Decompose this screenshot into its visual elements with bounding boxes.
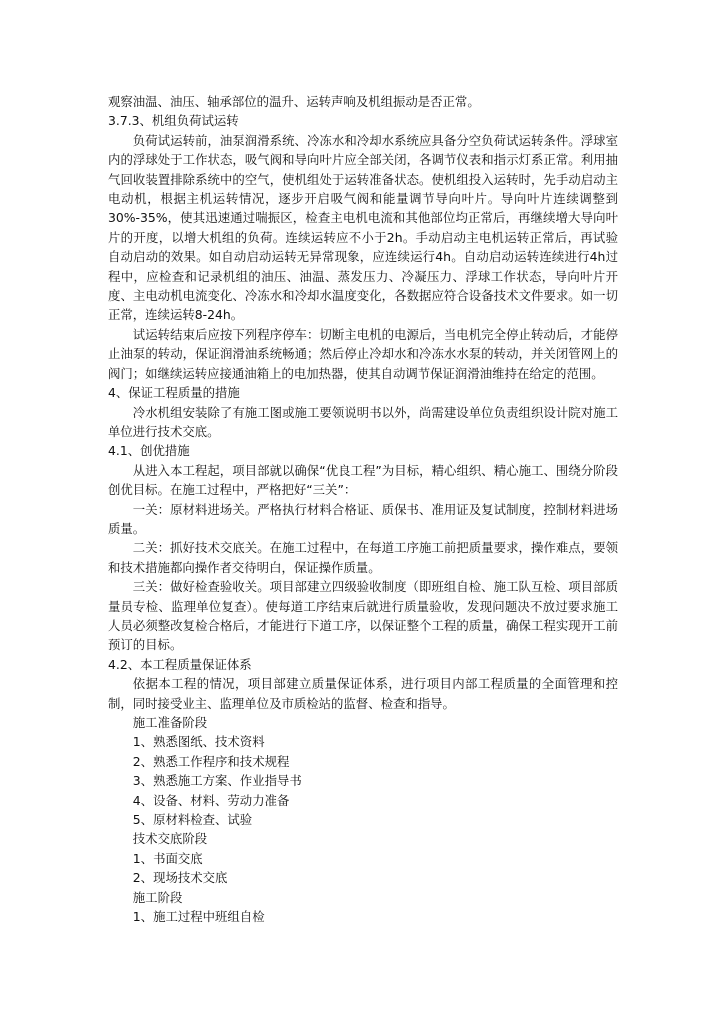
document-page	[108, 92, 618, 926]
list-item: 1、熟悉图纸、技术资料	[132, 734, 265, 750]
list-item: 1、施工过程中班组自检	[132, 909, 265, 925]
paragraph: 试运转结束后应按下列程序停车：切断主电机的电源后，当电机完全停止转动后，才能停止油泵的转动，保证润滑油系统畅通；然后停止冷却水和冷冻水水泵的转动，并关闭管网上的阀门；如继续运转应接通油箱上的电加热器，使其自动调节保证润滑油维持在给定的范围。	[108, 326, 618, 381]
paragraph: 观察油温、油压、轴承部位的温升、运转声响及机组振动是否正常。	[108, 94, 480, 109]
paragraph: 负荷试运转前，油泵润滑系统、冷冻水和冷却水系统应具备分空负荷试运转条件。浮球室内的浮球处于工作状态，吸气阀和导向叶片应全部关闭，各调节仪表和指示灯系正常。利用抽气回收装置排除系统中的空气，使机组处于运转准备状态。使机组投入运转时，先手动启动主电动机，根据主机运转情况，逐步开启吸气阀和能量调节导向叶片。导向叶片连续调整到30%-35%，使其迅速通过喘振区，检查主电机电流和其他部位均正常后，再继续增大导向叶片的开度，以增大机组的负荷。连续运转应不小于2h。手动启动主电机运转正常后，再试验自动启动的效果。如自动启动运转无异常现象，应连续运行4h。自动启动运转连续进行4h过程中，应检查和记录机组的油压、油温、蒸发压力、冷凝压力、浮球工作状态，导向叶片开度、主电动机电流变化、冷冻水和冷却水温度变化，各数据应符合设备技术文件要求。如一切正常，连续运转8-24h。	[108, 132, 618, 323]
list-item: 施工阶段	[132, 889, 183, 905]
list-item: 3、熟悉施工方案、作业指导书	[132, 773, 302, 789]
paragraph: 二关：抓好技术交底关。在施工过程中，在每道工序施工前把质量要求，操作难点，要领和技术措施都向操作者交待明白，保证操作质量。	[108, 540, 618, 575]
paragraph: 依据本工程的情况，项目部建立质量保证体系，进行项目内部工程质量的全面管理和控制，同时接受业主、监理单位及市质检站的监督、检查和指导。	[108, 676, 618, 711]
paragraph: 三关：做好检查验收关。项目部建立四级验收制度（即班组自检、施工队互检、项目部质量员专检、监理单位复查）。使每道工序结束后就进行质量验收，发现问题决不放过要求施工人员必须整改复检合格后，才能进行下道工序，以保证整个工程的质量，确保工程实现开工前预订的目标。	[108, 579, 618, 653]
list-item: 施工准备阶段	[132, 715, 208, 730]
section-heading: 3.7.3、机组负荷试运转	[108, 113, 239, 129]
paragraph: 从进入本工程起，项目部就以确保“优良工程”为目标，精心组织、精心施工、围绕分阶段创优目标。在施工过程中，严格把好“三关”：	[108, 462, 618, 498]
section-heading: 4.1、创优措施	[108, 443, 190, 459]
paragraph: 冷水机组安装除了有施工图或施工要领说明书以外，尚需建设单位负责组织设计院对施工单位进行技术交底。	[108, 404, 618, 439]
paragraph: 一关：原材料进场关。严格执行材料合格证、质保书、准用证及复试制度，控制材料进场质量。	[108, 501, 618, 536]
list-item: 技术交底阶段	[132, 831, 208, 847]
list-item: 2、熟悉工作程序和技术规程	[132, 753, 290, 769]
list-item: 4、设备、材料、劳动力准备	[132, 792, 290, 808]
section-heading: 4、保证工程质量的措施	[108, 385, 240, 401]
section-heading: 4.2、本工程质量保证体系	[108, 656, 252, 672]
list-item: 2、现场技术交底	[132, 870, 228, 886]
list-item: 1、书面交底	[132, 850, 203, 866]
list-item: 5、原材料检查、试验	[132, 812, 253, 828]
